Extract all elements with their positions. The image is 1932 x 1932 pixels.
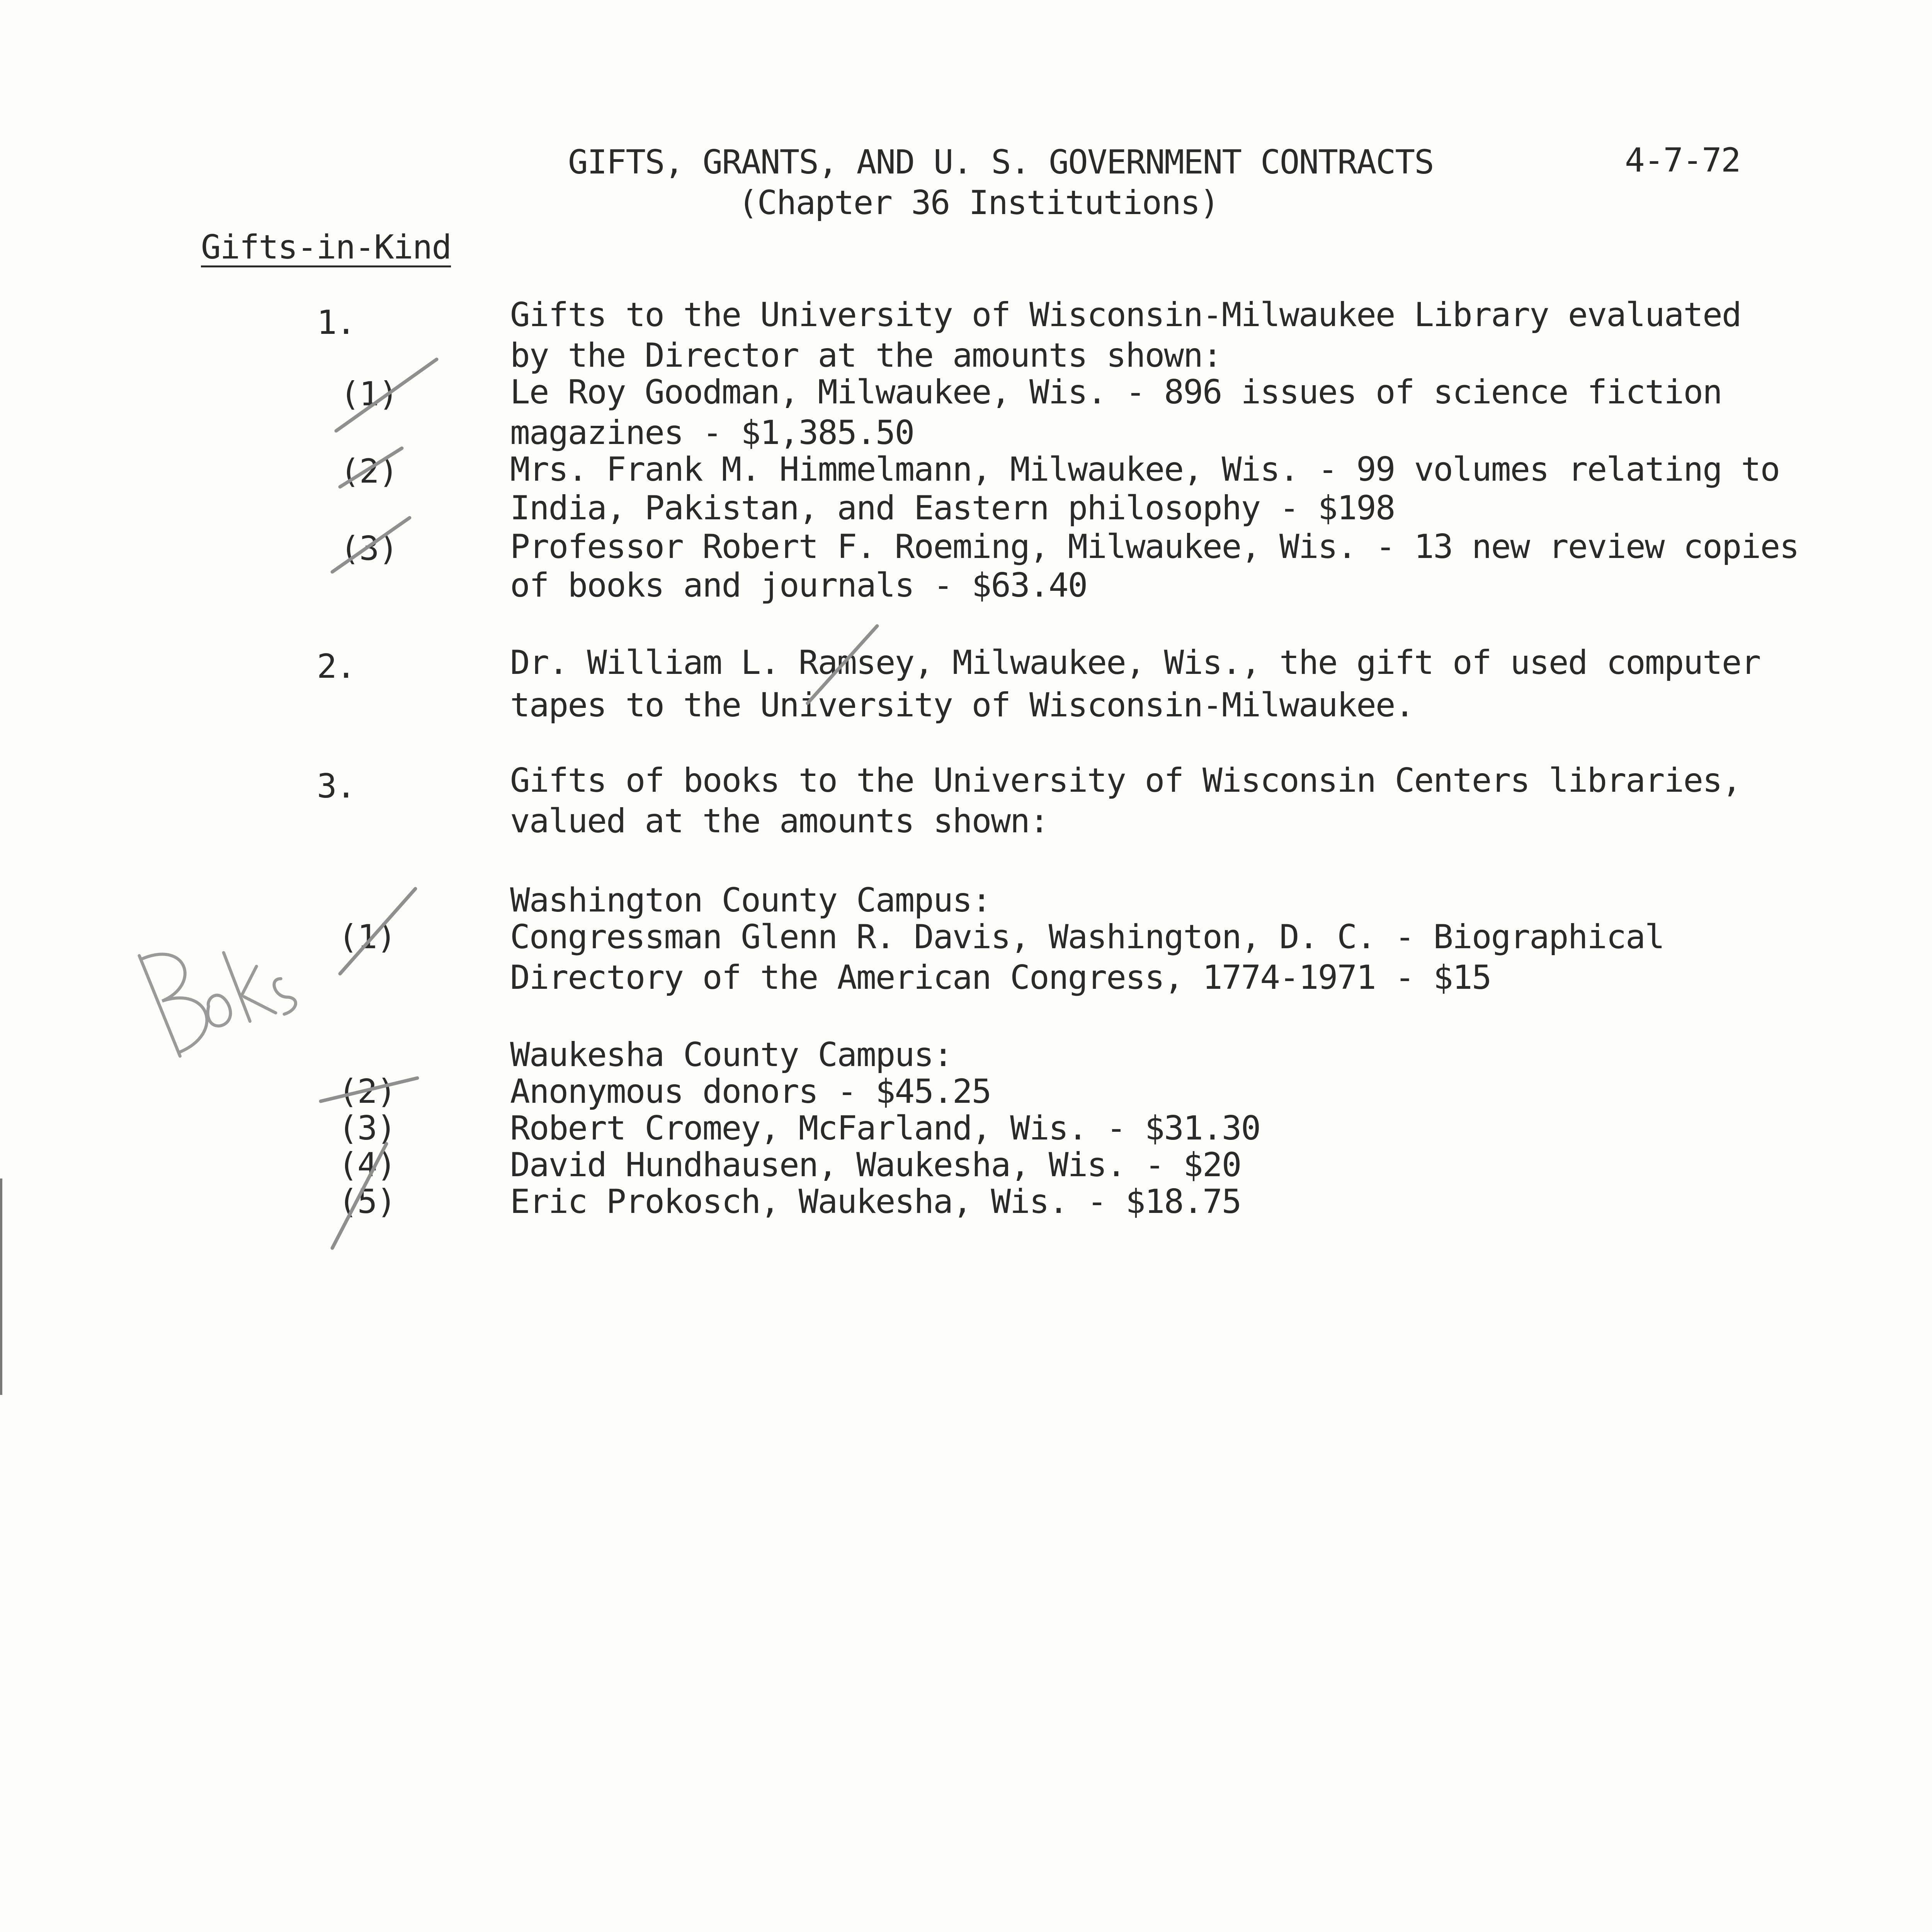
checkmark-icon — [340, 889, 415, 974]
document-title: GIFTS, GRANTS, AND U. S. GOVERNMENT CONTRACTS — [568, 143, 1434, 182]
item-1-sub-3-line-2: of books and journals - $63.40 — [510, 566, 1087, 605]
document-subtitle: (Chapter 36 Institutions) — [738, 184, 1219, 222]
item-3-sub-5-line: Eric Prokosch, Waukesha, Wis. - $18.75 — [510, 1182, 1241, 1221]
item-1-line-2: by the Director at the amounts shown: — [510, 336, 1222, 375]
item-1-sub-1-line-1: Le Roy Goodman, Milwaukee, Wis. - 896 issues of science fiction — [510, 373, 1722, 412]
item-3-sub-4-line: David Hundhausen, Waukesha, Wis. - $20 — [510, 1146, 1241, 1184]
item-2-line-1: Dr. William L. Ramsey, Milwaukee, Wis., the gift of used computer — [510, 643, 1760, 682]
item-number-2: 2. — [317, 647, 355, 686]
item-1-line-1: Gifts to the University of Wisconsin-Milwaukee Library evaluated — [510, 296, 1741, 334]
section-heading: Gifts-in-Kind — [201, 228, 451, 267]
item-number-3: 3. — [317, 767, 355, 806]
campus-heading-waukesha: Waukesha County Campus: — [510, 1036, 952, 1074]
item-2-line-2: tapes to the University of Wisconsin-Milwaukee. — [510, 686, 1414, 724]
scan-edge-left — [0, 1179, 2, 1395]
item-1-sub-2-line-1: Mrs. Frank M. Himmelmann, Milwaukee, Wis. - 99 volumes relating to — [510, 450, 1780, 489]
item-3-sub-2-label: (2) — [338, 1072, 396, 1111]
item-1-sub-1-line-2: magazines - $1,385.50 — [510, 413, 914, 452]
item-1-sub-2-label: (2) — [340, 452, 398, 491]
item-3-line-1: Gifts of books to the University of Wisconsin Centers libraries, — [510, 761, 1741, 800]
item-1-sub-3-label: (3) — [340, 529, 398, 568]
item-3-sub-1-label: (1) — [338, 918, 396, 956]
item-3-sub-5-label: (5) — [338, 1182, 396, 1221]
margin-handwriting-books — [139, 914, 300, 1059]
item-3-sub-3-line: Robert Cromey, McFarland, Wis. - $31.30 — [510, 1109, 1260, 1148]
item-3-sub-3-label: (3) — [338, 1109, 396, 1148]
checkmark-icon — [321, 1078, 417, 1101]
checkmark-icon — [336, 359, 437, 431]
item-3-sub-2-line: Anonymous donors - $45.25 — [510, 1072, 991, 1111]
campus-heading-washington: Washington County Campus: — [510, 881, 991, 920]
item-1-sub-3-line-1: Professor Robert F. Roeming, Milwaukee, Wis. - 13 new review copies — [510, 527, 1799, 566]
checkmark-icon — [808, 626, 877, 703]
document-date: 4-7-72 — [1625, 141, 1740, 180]
item-3-line-2: valued at the amounts shown: — [510, 802, 1049, 840]
item-3-sub-1-line-2: Directory of the American Congress, 1774-1971 - $15 — [510, 958, 1491, 997]
item-number-1: 1. — [317, 303, 355, 342]
checkmark-icon — [340, 448, 402, 487]
checkmark-icon — [332, 1144, 386, 1248]
item-1-sub-2-line-2: India, Pakistan, and Eastern philosophy - $198 — [510, 489, 1395, 527]
checkmark-icon — [332, 518, 410, 572]
item-3-sub-1-line-1: Congressman Glenn R. Davis, Washington, D. C. - Biographical — [510, 918, 1664, 956]
item-3-sub-4-label: (4) — [338, 1146, 396, 1184]
item-1-sub-1-label: (1) — [340, 375, 398, 413]
